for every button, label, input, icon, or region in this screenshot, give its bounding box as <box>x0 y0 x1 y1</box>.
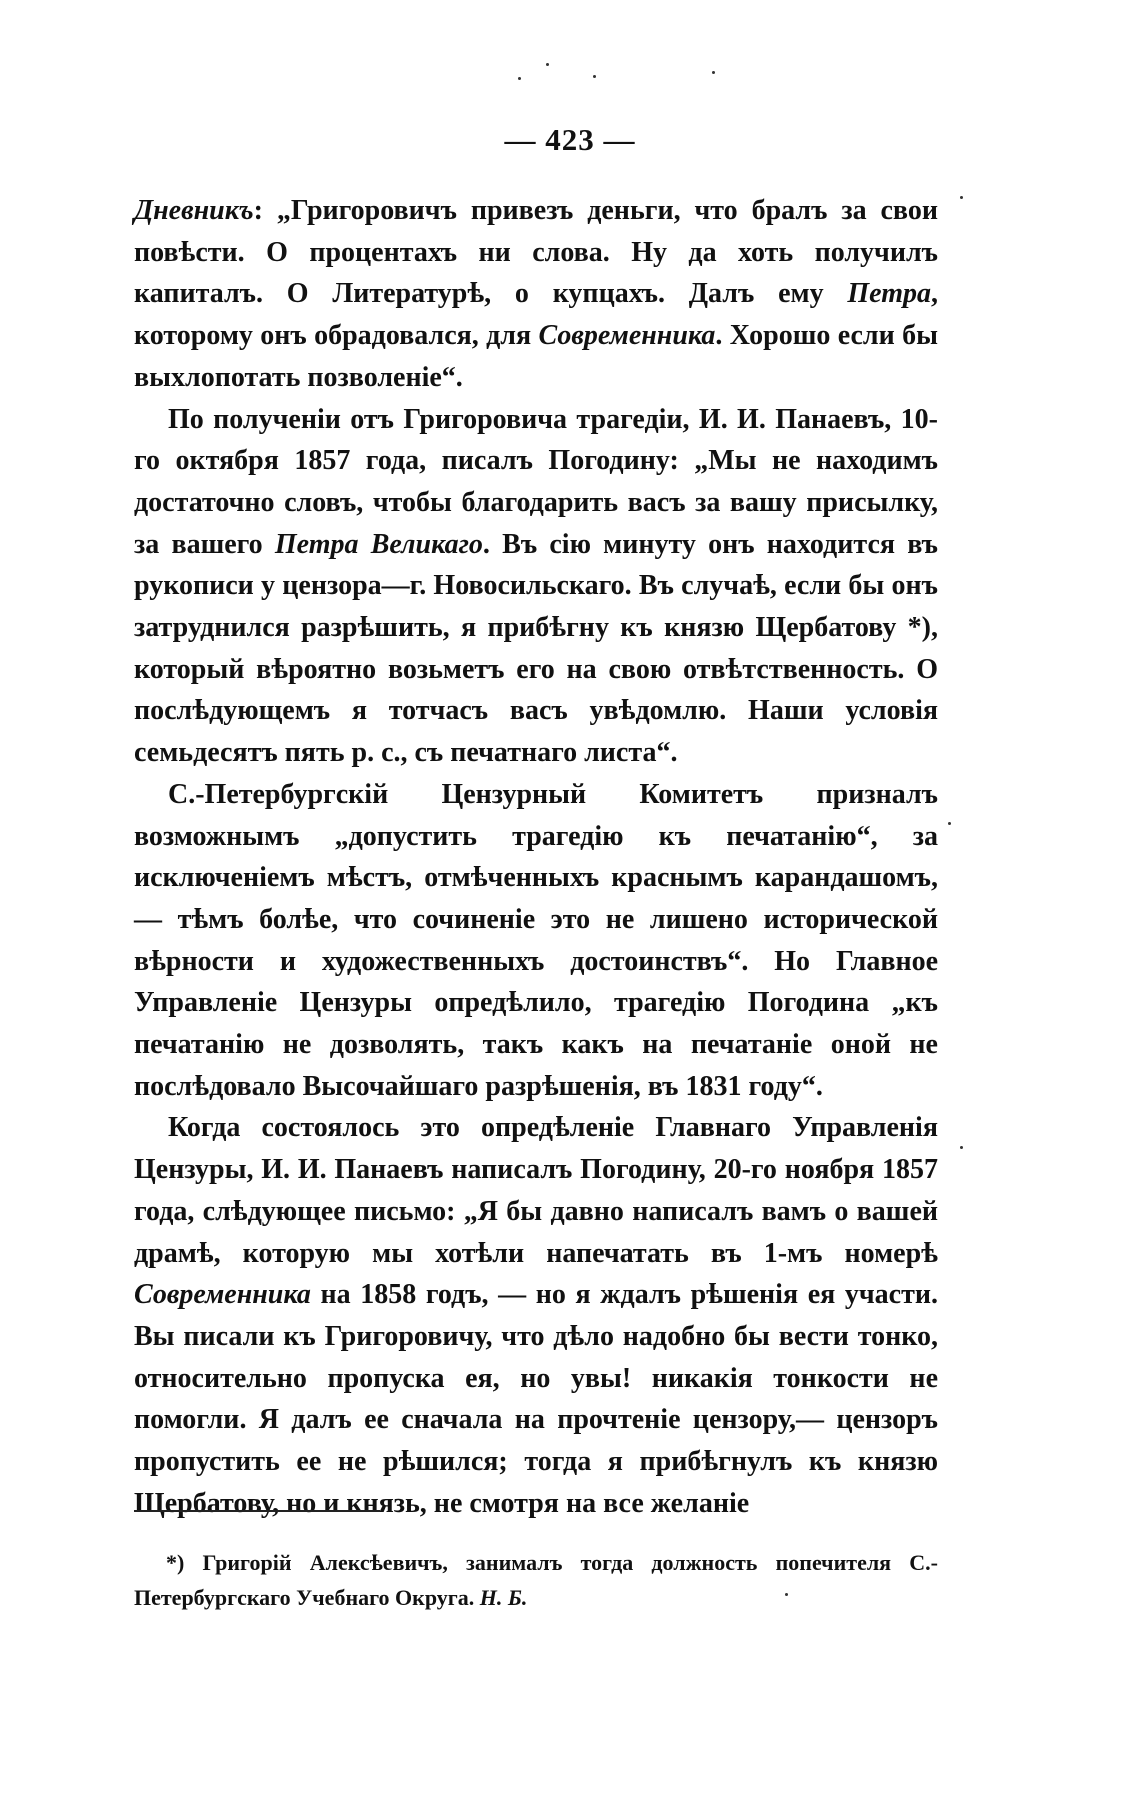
text-run: . Хорошо если бы выхлопотать позволеніе“. <box>134 320 938 393</box>
print-speck <box>960 1146 963 1149</box>
text-run: , которому онъ обрадовался, для <box>134 278 938 352</box>
text-run: на 1858 годъ, — но я ждалъ рѣшенія ея участи. Вы писали къ Григоровичу, что дѣло надобно бы вести тонко, относительно пропуска ея, но увы! никакія тонкости не помогли. Я далъ ее сначала на прочтеніе цензору,— цензоръ пропустить ее не рѣшился; тогда я прибѣгнулъ къ князю Щербатову, но и князь, не смотря на все желаніе <box>134 1279 938 1519</box>
print-speck <box>546 63 549 66</box>
paragraph-censorship-committee <box>134 774 938 1108</box>
italic-title: Петра <box>847 278 931 310</box>
paragraph-diary <box>134 190 938 399</box>
paragraph-panaev-letter <box>134 399 938 774</box>
footnote <box>134 1545 938 1615</box>
footnote-rule <box>134 1510 380 1512</box>
italic-title: Петра Великаго <box>274 528 483 560</box>
page-number: — 423 — <box>504 122 636 157</box>
print-speck <box>593 75 596 78</box>
print-speck <box>518 77 521 80</box>
text-run: Когда состоялось это опредѣленіе Главнаго Управленія Цензуры, И. И. Панаевъ написалъ Погодину, 20-го ноября 1857 года, слѣдующее письмо: „Я бы давно написалъ вамъ о вашей драмѣ, которую мы хотѣли напечатать въ 1-мъ номерѣ <box>134 1112 938 1269</box>
text-run: . Въ сію минуту онъ находится въ рукописи у цензора—г. Новосильскаго. Въ случаѣ, если бы онъ затруднился разрѣшить, я прибѣгну къ князю Щербатову *), который вѣроятно возьметъ его на свою отвѣтственность. О послѣдующемъ я тотчасъ васъ увѣдомлю. Наши условія семьдесятъ пять р. с., съ печатнаго листа“. <box>134 528 938 769</box>
print-speck <box>948 822 951 825</box>
main-text <box>134 190 938 1525</box>
italic-title: Дневникъ <box>134 195 254 226</box>
text-run: С.-Петербургскій Цензурный Комитетъ призналъ возможнымъ „допустить трагедію къ печатанію“, за исключеніемъ мѣстъ, отмѣченныхъ краснымъ карандашомъ, — тѣмъ болѣе, что сочиненіе это не лишено исторической вѣрности и художественныхъ достоинствъ“. Но Главное Управленіе Цензуры опредѣлило, трагедію Погодина „къ печатанію не дозволять, такъ какъ на печатаніе оной не послѣдовало Высочайшаго разрѣшенія, въ 1831 году“. <box>134 778 938 1102</box>
italic-title: Н. Б. <box>479 1585 528 1610</box>
italic-title: Современника <box>538 320 716 352</box>
print-speck <box>712 71 715 74</box>
print-speck <box>960 196 963 199</box>
text-run: *) Григорій Алексѣевичъ, занималъ тогда должность попечителя С.-Петербургскаго Учебнаго Округа. <box>134 1550 938 1610</box>
paragraph-panaev-second-letter <box>134 1107 938 1524</box>
italic-title: Современника <box>134 1279 311 1311</box>
text-run: : „Григоровичъ привезъ деньги, что бралъ за свои повѣсти. О процентахъ ни слова. Ну да хоть получилъ капиталъ. О Литературѣ, о купцахъ. Далъ ему <box>134 195 938 310</box>
text-run: По полученіи отъ Григоровича трагедіи, И. И. Панаевъ, 10-го октября 1857 года, писалъ Погодину: „Мы не находимъ достаточно словъ, чтобы благодарить васъ за вашу присылку, за вашего <box>134 403 938 560</box>
print-speck <box>785 1593 788 1596</box>
